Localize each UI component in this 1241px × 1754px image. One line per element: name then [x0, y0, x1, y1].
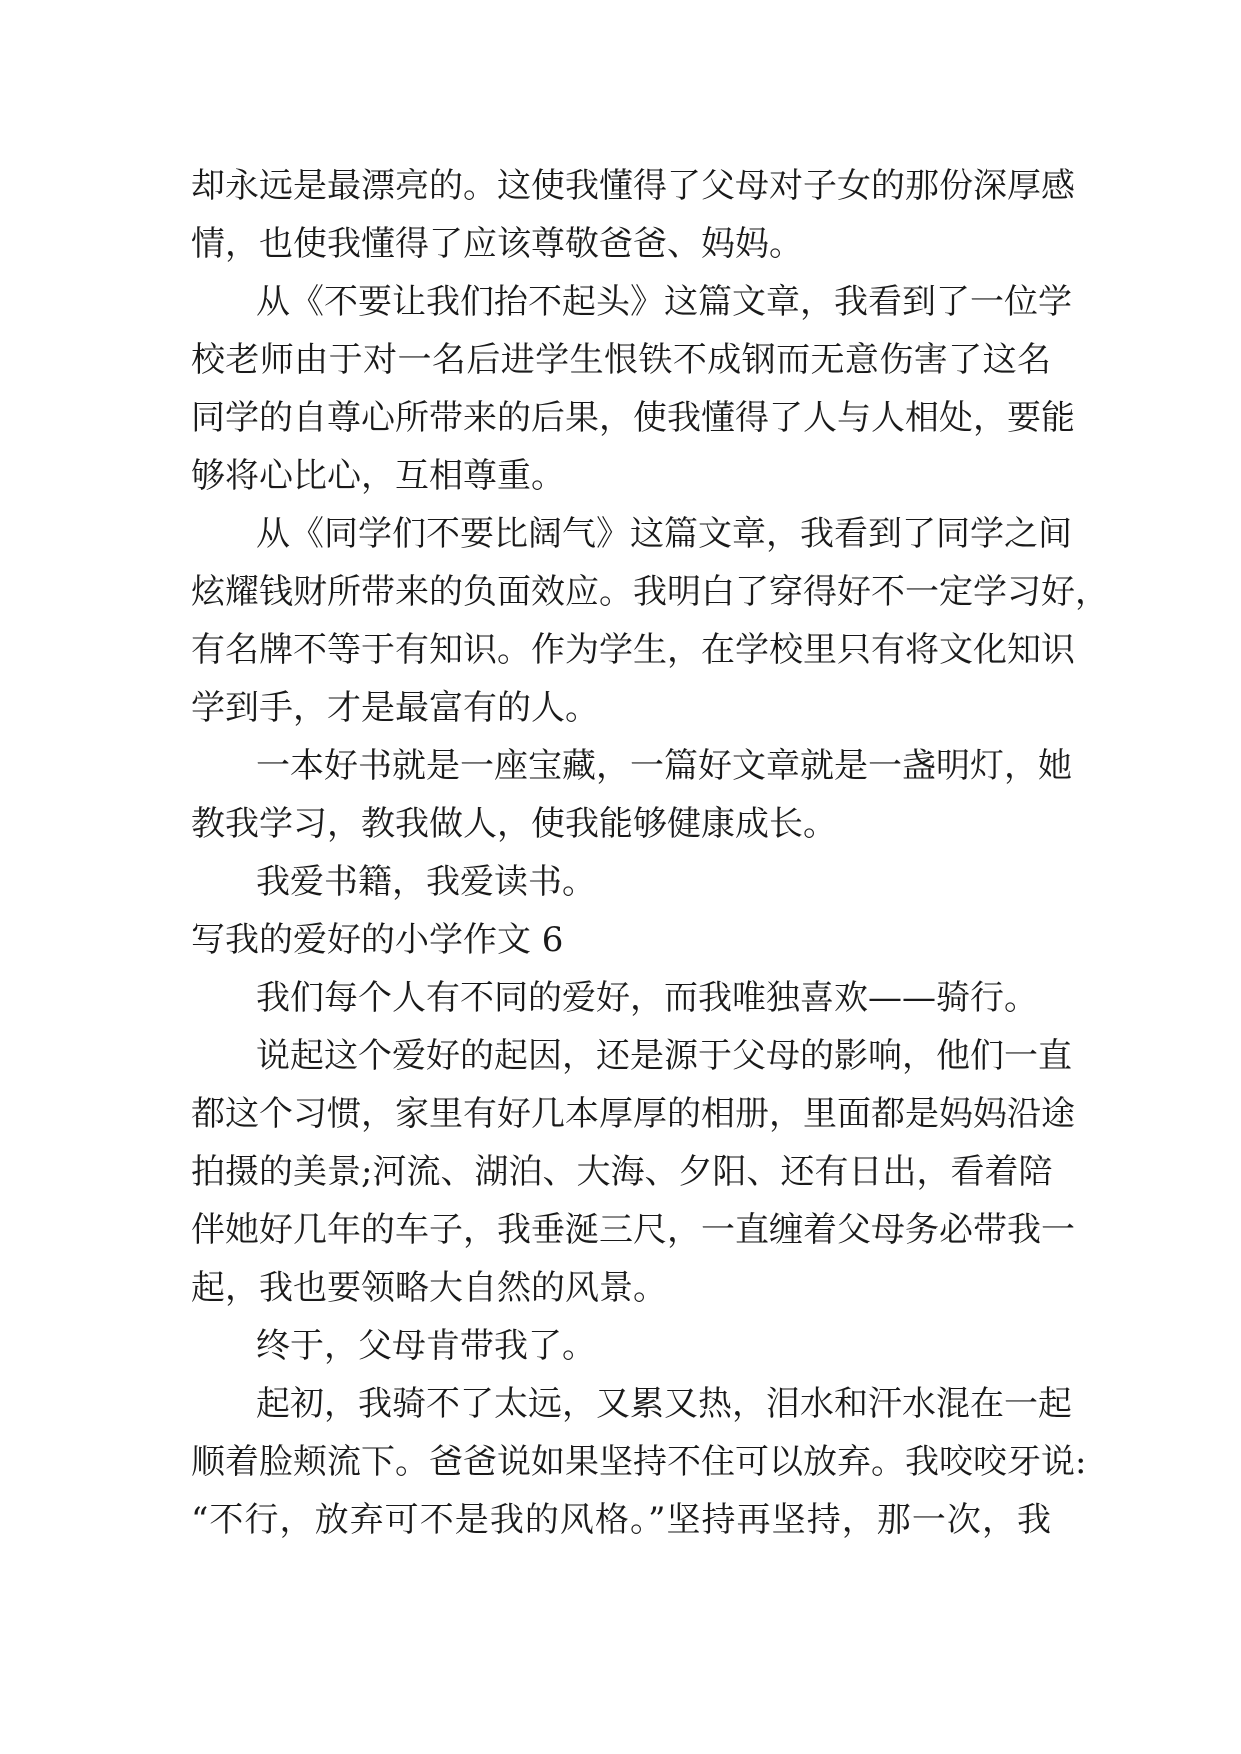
paragraph-line: 校老师由于对一名后进学生恨铁不成钢而无意伤害了这名 [191, 340, 1051, 380]
paragraph-line: 有名牌不等于有知识。作为学生，在学校里只有将文化知识 [191, 630, 1075, 670]
paragraph-line: “不行，放弃可不是我的风格。”坚持再坚持，那一次，我 [191, 1500, 1051, 1540]
paragraph-line: 情，也使我懂得了应该尊敬爸爸、妈妈。 [191, 224, 803, 264]
paragraph-line: 炫耀钱财所带来的负面效应。我明白了穿得好不一定学习好， [191, 572, 1109, 612]
paragraph-line: 一本好书就是一座宝藏，一篇好文章就是一盏明灯，她 [256, 746, 1072, 786]
section-heading: 写我的爱好的小学作文 6 [191, 920, 564, 960]
paragraph-line: 起，我也要领略大自然的风景。 [191, 1268, 667, 1308]
paragraph-line: 从《不要让我们抬不起头》这篇文章，我看到了一位学 [256, 282, 1072, 322]
paragraph-line: 从《同学们不要比阔气》这篇文章，我看到了同学之间 [256, 514, 1072, 554]
paragraph-line: 伴她好几年的车子，我垂涎三尺，一直缠着父母务必带我一 [191, 1210, 1075, 1250]
paragraph-line: 说起这个爱好的起因，还是源于父母的影响，他们一直 [256, 1036, 1072, 1076]
paragraph-line: 起初，我骑不了太远，又累又热，泪水和汗水混在一起 [256, 1384, 1072, 1424]
paragraph-line: 教我学习，教我做人，使我能够健康成长。 [191, 804, 837, 844]
paragraph-line: 顺着脸颊流下。爸爸说如果坚持不住可以放弃。我咬咬牙说: [191, 1442, 1087, 1482]
paragraph-line: 我爱书籍，我爱读书。 [256, 862, 596, 902]
paragraph-line: 学到手，才是最富有的人。 [191, 688, 599, 728]
paragraph-line: 拍摄的美景;河流、湖泊、大海、夕阳、还有日出，看着陪 [191, 1152, 1053, 1192]
paragraph-line: 我们每个人有不同的爱好，而我唯独喜欢——骑行。 [256, 978, 1038, 1018]
paragraph-line: 终于，父母肯带我了。 [256, 1326, 596, 1366]
paragraph-line: 都这个习惯，家里有好几本厚厚的相册，里面都是妈妈沿途 [191, 1094, 1075, 1134]
paragraph-line: 够将心比心，互相尊重。 [191, 456, 565, 496]
paragraph-line: 同学的自尊心所带来的后果，使我懂得了人与人相处，要能 [191, 398, 1075, 438]
paragraph-line: 却永远是最漂亮的。这使我懂得了父母对子女的那份深厚感 [191, 166, 1075, 206]
